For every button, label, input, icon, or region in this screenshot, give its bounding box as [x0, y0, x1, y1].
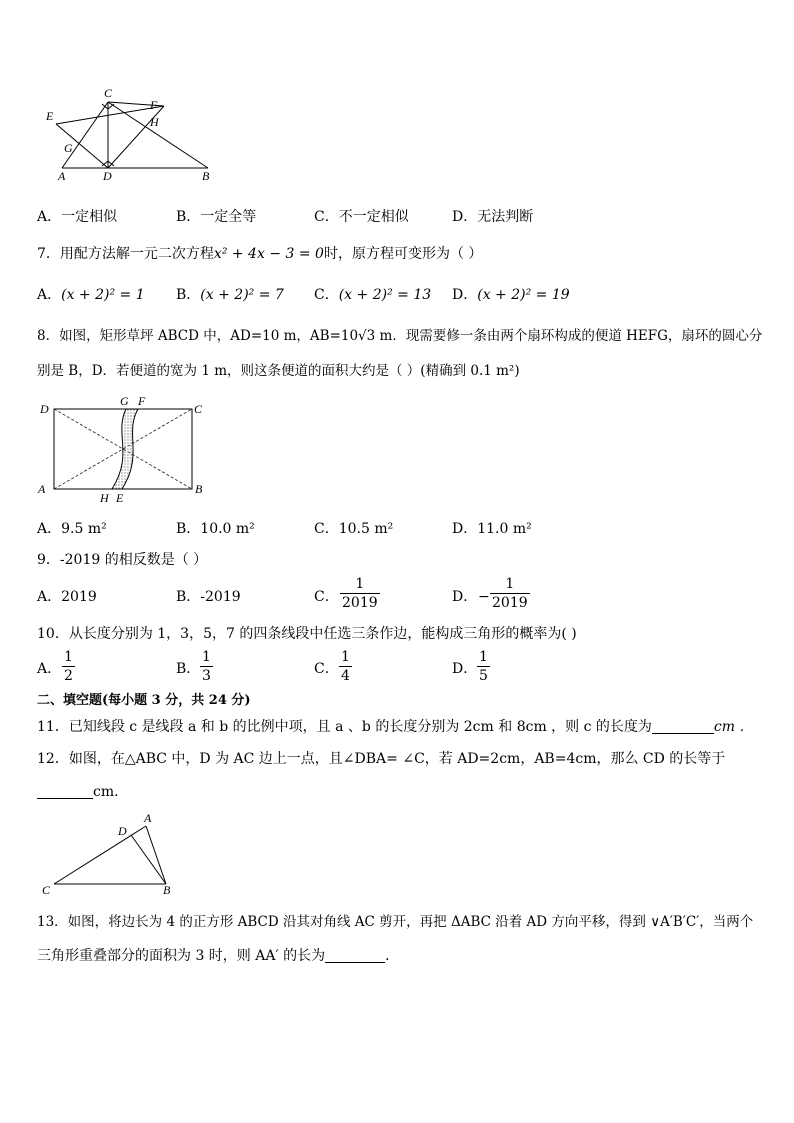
- q8-line1: 8．如图，矩形草坪 ABCD 中，AD=10 m，AB=10√3 m．现需要修一条由两个扇环构成的便道 HEFG，扇环的圆心分: [37, 328, 763, 344]
- q8-option-c: C．10.5 m²: [314, 521, 394, 537]
- fig6-label-b: B: [202, 169, 210, 182]
- q13-line1: 13．如图，将边长为 4 的正方形 ABCD 沿其对角线 AC 剪开，再把 ΔABC 沿着 AD 方向平移，得到 ∨A′B′C′，当两个: [37, 914, 754, 930]
- q6-option-c: C．不一定相似: [314, 209, 409, 225]
- q11-unit: cm ．: [713, 719, 754, 735]
- fig12-label-c: C: [42, 883, 51, 897]
- q7-stem-suffix: 时，原方程可变形为（ ）: [323, 246, 483, 262]
- q9-stem: 9．-2019 的相反数是（ ）: [37, 552, 208, 568]
- q7-option-b: B．(x + 2)² = 7: [176, 287, 284, 303]
- fig12-label-b: B: [163, 883, 171, 897]
- fig8-label-h: H: [100, 491, 109, 505]
- fig8-label-g: G: [120, 394, 129, 408]
- q11-text: 11．已知线段 c 是线段 a 和 b 的比例中项，且 a 、b 的长度分别为 2cm 和 8cm ，则 c 的长度为: [37, 719, 652, 735]
- q13-line2-text: 三角形重叠部分的面积为 3 时，则 AA′ 的长为: [37, 948, 326, 964]
- q12-line1: 12．如图，在△ABC 中，D 为 AC 边上一点，且∠DBA= ∠C，若 AD=2cm，AB=4cm，那么 CD 的长等于: [37, 751, 726, 767]
- q8-figure: [34, 394, 214, 506]
- q6-option-d: D．无法判断: [452, 209, 534, 225]
- q7-option-a: A．(x + 2)² = 1: [37, 287, 145, 303]
- q8-option-d: D．11.0 m²: [452, 521, 532, 537]
- q8-option-b: B．10.0 m²: [176, 521, 255, 537]
- q11-line: [37, 720, 754, 734]
- q7-stem: [37, 247, 482, 261]
- fig8-label-b: B: [195, 482, 203, 496]
- fig8-label-d: D: [40, 402, 49, 416]
- q6-option-a: A．一定相似: [37, 209, 118, 225]
- q13-line2: [37, 949, 399, 963]
- fig6-label-g: G: [64, 141, 73, 155]
- q7-stem-prefix: 7．用配方法解一元二次方程: [37, 246, 214, 262]
- q7-option-c: C．(x + 2)² = 13: [314, 287, 432, 303]
- q13-answer-blank[interactable]: [325, 962, 385, 963]
- q12-figure: [36, 810, 181, 898]
- q9-option-a: A．2019: [37, 589, 97, 605]
- fig8-label-e: E: [116, 491, 124, 505]
- q6-option-b: B．一定全等: [176, 209, 257, 225]
- fig6-label-h: H: [150, 115, 159, 129]
- q10-option-b-letter: B．: [176, 661, 201, 677]
- q11-answer-blank[interactable]: [652, 733, 714, 734]
- q10-option-c-fraction: 1 4: [341, 649, 350, 684]
- q10-option-d-letter: D．: [452, 661, 478, 677]
- q8-option-a: A．9.5 m²: [37, 521, 107, 537]
- q9-option-d-sign: −: [478, 589, 490, 605]
- q12-line2: [37, 785, 119, 799]
- q12-unit: cm.: [93, 784, 119, 800]
- q9-option-d-letter: D．: [452, 589, 478, 605]
- fig6-label-d: D: [103, 169, 112, 182]
- q10-option-a-fraction: 1 2: [64, 649, 73, 684]
- q12-answer-blank[interactable]: [37, 798, 93, 799]
- q7-option-d: D．(x + 2)² = 19: [452, 287, 570, 303]
- q10-option-a-letter: A．: [37, 661, 62, 677]
- fig6-label-e: E: [46, 109, 54, 123]
- q10-option-c-letter: C．: [314, 661, 339, 677]
- fig8-label-c: C: [194, 402, 203, 416]
- q13-end: ．: [385, 948, 400, 964]
- fig6-label-f: F: [150, 98, 158, 112]
- fig6-label-c: C: [104, 86, 113, 100]
- q8-line2: 别是 B，D．若便道的宽为 1 m，则这条便道的面积大约是（ ）(精确到 0.1 m²): [37, 363, 520, 379]
- q10-option-b-fraction: 1 3: [202, 649, 211, 684]
- q9-option-d-fraction: 1 2019: [492, 576, 528, 611]
- fig8-label-a: A: [38, 482, 46, 496]
- fig6-label-a: A: [58, 169, 66, 182]
- q7-equation: x² + 4x − 3 = 0: [213, 246, 324, 262]
- q9-option-b: B．-2019: [176, 589, 241, 605]
- q10-option-d-fraction: 1 5: [479, 649, 488, 684]
- section-2-title: 二、填空题(每小题 3 分，共 24 分): [37, 693, 251, 708]
- fig8-label-f: F: [138, 394, 146, 408]
- fig12-label-a: A: [144, 811, 152, 825]
- q6-figure: [40, 82, 220, 182]
- q9-option-c-fraction: 1 2019: [342, 576, 378, 611]
- q10-stem: 10．从长度分别为 1，3，5，7 的四条线段中任选三条作边，能构成三角形的概率为( ): [37, 626, 577, 642]
- q9-option-c-letter: C．: [314, 589, 339, 605]
- fig12-label-d: D: [118, 824, 127, 838]
